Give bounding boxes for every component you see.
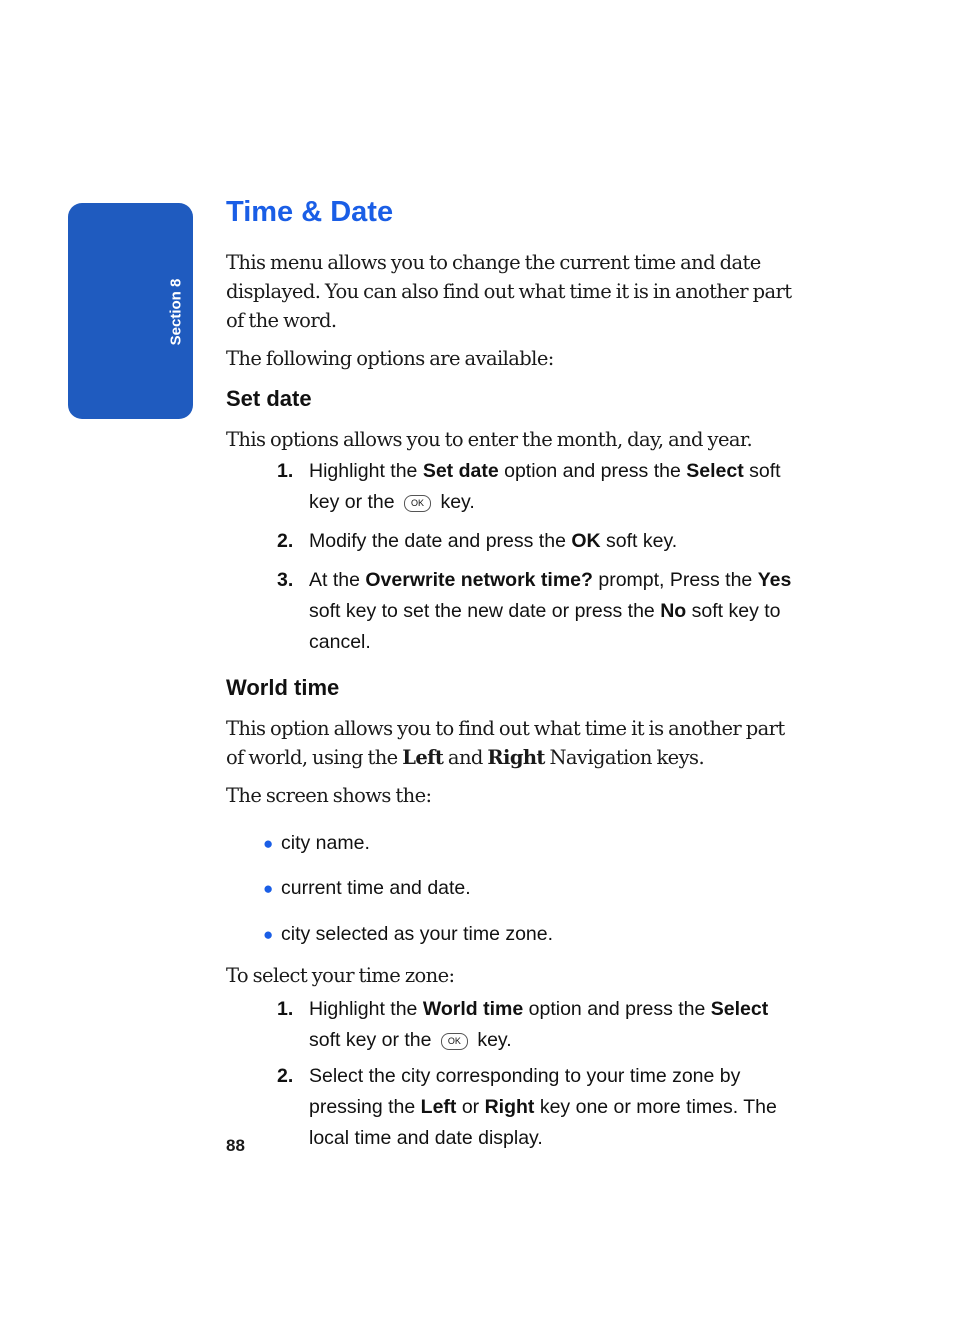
world-time-step-2: 2. Select the city corresponding to your time zone by pressing the Left or Right key one or more times. The local time and date display. bbox=[277, 1065, 777, 1149]
world-time-heading: World time bbox=[226, 675, 340, 700]
bullet-icon: ● bbox=[263, 925, 274, 944]
screen-shows-intro: The screen shows the: bbox=[226, 784, 432, 807]
intro-paragraph: This menu allows you to change the current time and date displayed. You can also find out what time it is in another part of the word. bbox=[226, 251, 792, 332]
set-date-step-1: 1. Highlight the Set date option and press the Select soft key or the OK key. bbox=[277, 460, 781, 513]
options-intro: The following options are available: bbox=[226, 347, 554, 370]
list-item: ● city selected as your time zone. bbox=[226, 919, 801, 950]
world-time-step-1: 1. Highlight the World time option and press the Select soft key or the OK key. bbox=[277, 998, 769, 1051]
bullet-icon: ● bbox=[263, 879, 274, 898]
ok-key-icon: OK bbox=[441, 1033, 468, 1050]
list-item: ● current time and date. bbox=[226, 873, 801, 904]
screen-items-list bbox=[226, 828, 801, 950]
ok-key-icon: OK bbox=[404, 495, 431, 512]
bullet-icon: ● bbox=[263, 834, 274, 853]
page-content bbox=[226, 192, 801, 1154]
world-time-steps bbox=[226, 994, 801, 1154]
set-date-heading: Set date bbox=[226, 386, 312, 411]
set-date-description: This options allows you to enter the month, day, and year. bbox=[226, 428, 753, 451]
list-item: ● city name. bbox=[226, 828, 801, 859]
world-time-description: This option allows you to find out what time it is another part of world, using the Left and Right Navigation keys. bbox=[226, 717, 785, 769]
section-tab-label: Section 8 bbox=[167, 278, 185, 346]
select-time-zone-intro: To select your time zone: bbox=[226, 964, 455, 987]
set-date-step-3: 3. At the Overwrite network time? prompt, Press the Yes soft key to set the new date or press the No soft key to cancel. bbox=[277, 569, 792, 653]
page-title: Time & Date bbox=[226, 196, 394, 228]
page-number: 88 bbox=[226, 1136, 245, 1155]
set-date-step-2: 2. Modify the date and press the OK soft key. bbox=[277, 530, 678, 552]
set-date-steps bbox=[226, 456, 801, 658]
